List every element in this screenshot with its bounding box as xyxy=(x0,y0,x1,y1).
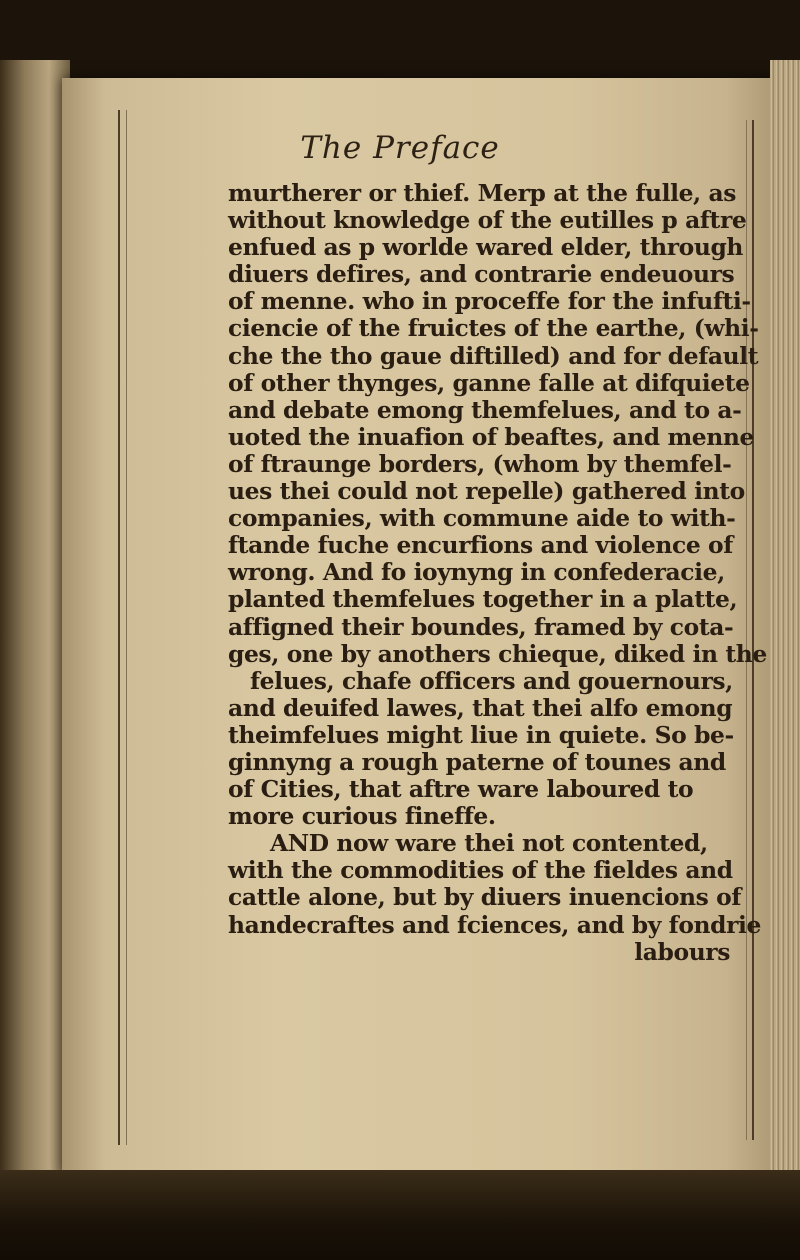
body-text xyxy=(228,179,767,966)
text-line: che the tho gaue diftilled) and for default xyxy=(228,341,759,370)
text-line: companies, with commune aide to with- xyxy=(228,504,736,533)
text-line: AND now ware thei not contented, xyxy=(270,829,708,858)
text-line: felues, chafe officers and gouernours, xyxy=(250,666,733,695)
left-rule xyxy=(118,110,120,1145)
text-line: ges, one by anothers chieque, diked in the xyxy=(228,639,767,668)
text-line: and deuifed lawes, that thei alfo emong xyxy=(228,693,733,722)
catchword: labours xyxy=(634,937,730,966)
text-line: and debate emong themfelues, and to a- xyxy=(228,395,742,424)
text-line: without knowledge of the eutilles p aftre xyxy=(228,206,747,235)
text-line: planted themfelues together in a platte, xyxy=(228,585,738,614)
text-line: uoted the inuafion of beaftes, and menne xyxy=(228,422,754,451)
text-line: handecraftes and fciences, and by fondrie xyxy=(228,910,761,939)
text-line: more curious fineffe. xyxy=(228,802,496,831)
text-line: ues thei could not repelle) gathered into xyxy=(228,477,745,506)
text-line: of other thynges, ganne falle at difquiete xyxy=(228,368,750,397)
text-line: ginnyng a rough paterne of tounes and xyxy=(228,747,726,776)
text-line: cattle alone, but by diuers inuencions of xyxy=(228,883,741,912)
left-rule-inner xyxy=(126,110,127,1145)
text-line: diuers defires, and contrarie endeuours xyxy=(228,260,735,289)
text-line: ftande fuche encurfions and violence of xyxy=(228,531,733,560)
text-line: affigned their boundes, framed by cota- xyxy=(228,612,734,641)
text-line: wrong. And fo ioynyng in confederacie, xyxy=(228,558,725,587)
facing-page-edge xyxy=(0,60,70,1190)
bottom-shadow xyxy=(0,1170,800,1260)
text-line: of Cities, that aftre ware laboured to xyxy=(228,775,694,804)
text-line: ciencie of the fruictes of the earthe, (whi- xyxy=(228,314,759,343)
running-header: The Preface xyxy=(300,130,500,166)
text-line: with the commodities of the fieldes and xyxy=(228,856,733,885)
text-line: enfued as p worlde wared elder, through xyxy=(228,233,744,262)
page-edges xyxy=(770,60,800,1200)
text-line: murtherer or thief. Merp at the fulle, as xyxy=(228,179,737,207)
text-line: of menne. who in proceffe for the infufti- xyxy=(228,287,751,316)
text-line: of ftraunge borders, (whom by themfel- xyxy=(228,449,732,478)
text-line: theimfelues might liue in quiete. So be- xyxy=(228,720,734,749)
